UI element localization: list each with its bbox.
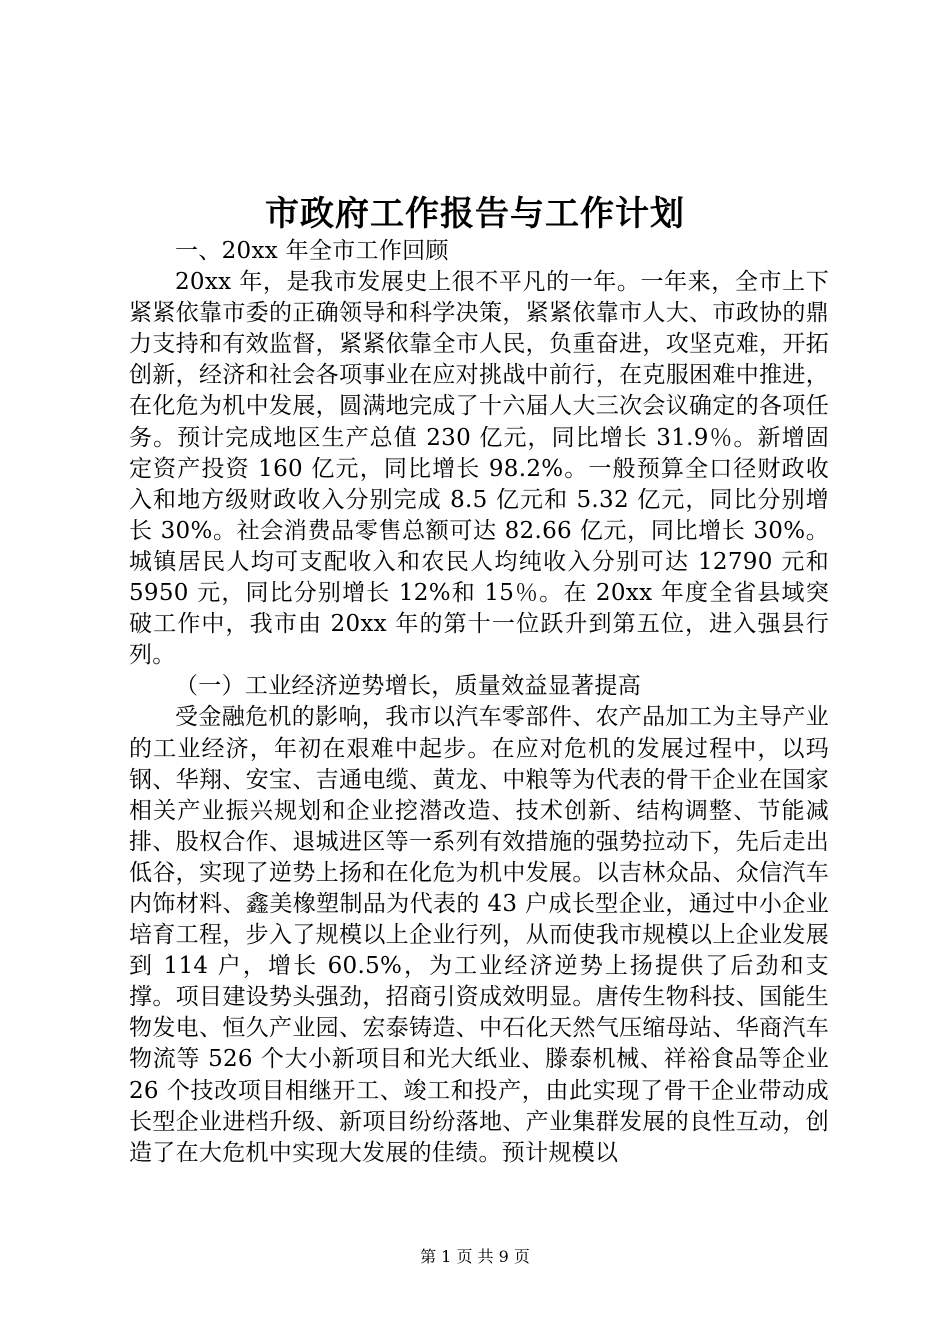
document-title: 市政府工作报告与工作计划 [265,194,685,234]
paragraph: 20xx 年，是我市发展史上很不平凡的一年。一年来，全市上下紧紧依靠市委的正确领导和科学决策，紧紧依靠市人大、市政协的鼎力支持和有效监督，紧紧依靠全市人民，负重奋进，攻坚克难，开拓创新，经济和社会各项事业在应对挑战中前行，在克服困难中推进，在化危为机中发展，圆满地完成了十六届人大三次会议确定的各项任务。预计完成地区生产总值 230 亿元，同比增长 31.9％。新增固定资产投资 160 亿元，同比增长 98.2%。一般预算全口径财政收入和地方级财政收入分别完成 8.5 亿元和 5.32 亿元，同比分别增长 30%。社会消费品零售总额可达 82.66 亿元，同比增长 30%。城镇居民人均可支配收入和农民人均纯收入分别可达 12790 元和 5950 元，同比分别增长 12%和 15％。在 20xx 年度全省县域突破工作中，我市由 20xx 年的第十一位跃升到第五位，进入强县行列。 [129,269,829,669]
subheading: （一）工业经济逆势增长，质量效益显著提高 [175,673,641,700]
page-footer: 第 1 页 共 9 页 [420,1247,530,1266]
section-heading: 一、20xx 年全市工作回顾 [175,238,449,264]
paragraph: 受金融危机的影响，我市以汽车零部件、农产品加工为主导产业的工业经济，年初在艰难中起步。在应对危机的发展过程中，以玛钢、华翔、安宝、吉通电缆、黄龙、中粮等为代表的骨干企业在国家相关产业振兴规划和企业挖潜改造、技术创新、结构调整、节能减排、股权合作、退城进区等一系列有效措施的强势拉动下，先后走出低谷，实现了逆势上扬和在化危为机中发展。以吉林众品、众信汽车内饰材料、鑫美橡塑制品为代表的 43 户成长型企业，通过中小企业培育工程，步入了规模以上企业行列，从而使我市规模以上企业发展到 114 户，增长 60.5%，为工业经济逆势上扬提供了后劲和支撑。项目建设势头强劲，招商引资成效明显。唐传生物科技、国能生物发电、恒久产业园、宏泰铸造、中石化天然气压缩母站、华商汽车物流等 526 个大小新项目和光大纸业、滕泰机械、祥裕食品等企业 26 个技改项目相继开工、竣工和投产，由此实现了骨干企业带动成长型企业进档升级、新项目纷纷落地、产业集群发展的良性互动，创造了在大危机中实现大发展的佳绩。预计规模以 [129,704,829,1166]
document-body [129,236,829,1169]
